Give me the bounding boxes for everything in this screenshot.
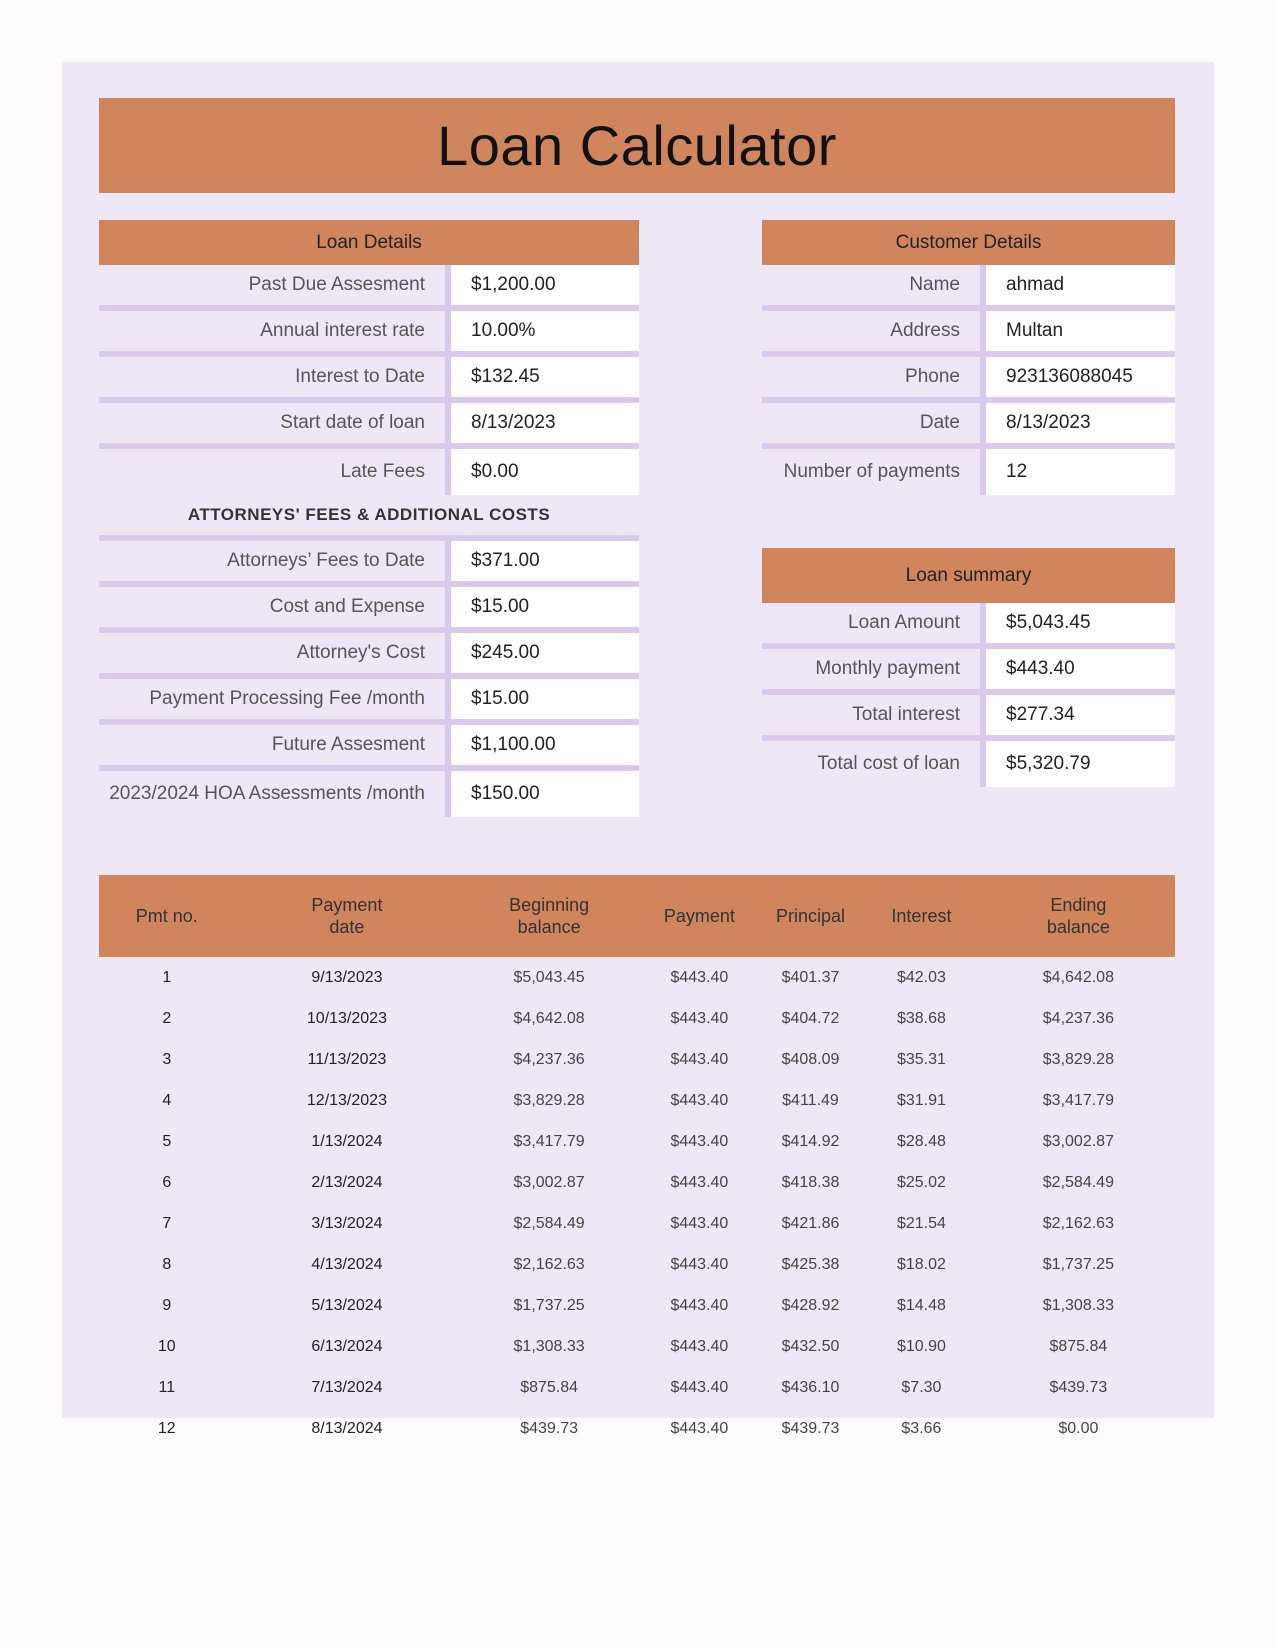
schedule-cell: $414.92 xyxy=(781,1132,840,1150)
schedule-cell: $443.40 xyxy=(670,1419,729,1437)
schedule-cell: 3/13/2024 xyxy=(311,1214,383,1232)
customer-detail-label: Phone xyxy=(762,357,980,403)
schedule-cell: 2 xyxy=(162,1009,172,1027)
loan-summary-value[interactable]: $5,320.79 xyxy=(980,741,1175,787)
schedule-cell: $436.10 xyxy=(781,1378,840,1396)
schedule-row xyxy=(99,1326,1175,1367)
schedule-cell: $3,829.28 xyxy=(513,1091,585,1109)
loan-summary-row xyxy=(762,741,1175,787)
customer-detail-label: Number of payments xyxy=(783,461,960,482)
schedule-cell: 8/13/2024 xyxy=(311,1419,383,1437)
schedule-cell: $25.02 xyxy=(896,1173,946,1191)
customer-detail-value[interactable]: ahmad xyxy=(980,265,1175,311)
schedule-cell: $2,162.63 xyxy=(1042,1214,1114,1232)
schedule-cell: 7 xyxy=(162,1214,172,1232)
schedule-cell: $10.90 xyxy=(896,1337,946,1355)
attorney-cost-value[interactable]: $150.00 xyxy=(445,771,639,817)
loan-summary-header: Loan summary xyxy=(762,548,1175,603)
schedule-cell: $425.38 xyxy=(781,1255,840,1273)
customer-detail-row xyxy=(762,403,1175,449)
attorney-cost-value[interactable]: $371.00 xyxy=(445,541,639,587)
attorney-cost-row xyxy=(99,587,639,633)
schedule-column-header: Ending balance xyxy=(982,875,1175,957)
loan-summary-panel xyxy=(762,548,1175,787)
attorney-cost-label: Cost and Expense xyxy=(99,587,445,633)
loan-detail-label: Past Due Assesment xyxy=(99,265,445,311)
schedule-cell: $443.40 xyxy=(670,1050,729,1068)
schedule-cell: 3 xyxy=(162,1050,172,1068)
schedule-row xyxy=(99,998,1175,1039)
attorney-cost-value[interactable]: $245.00 xyxy=(445,633,639,679)
loan-detail-label: Start date of loan xyxy=(99,403,445,449)
schedule-cell: 7/13/2024 xyxy=(311,1378,383,1396)
schedule-cell: 12 xyxy=(157,1419,176,1437)
schedule-cell: $4,237.36 xyxy=(513,1050,585,1068)
schedule-cell: $443.40 xyxy=(670,1009,729,1027)
loan-summary-row xyxy=(762,603,1175,649)
loan-detail-row xyxy=(99,311,639,357)
schedule-row xyxy=(99,1244,1175,1285)
schedule-cell: $38.68 xyxy=(896,1009,946,1027)
loan-summary-value[interactable]: $277.34 xyxy=(980,695,1175,741)
schedule-cell: 5 xyxy=(162,1132,172,1150)
schedule-cell: $3,002.87 xyxy=(513,1173,585,1191)
schedule-cell: 10/13/2023 xyxy=(306,1009,387,1027)
schedule-cell: $3,002.87 xyxy=(1042,1132,1114,1150)
schedule-cell: $443.40 xyxy=(670,1337,729,1355)
schedule-cell: $31.91 xyxy=(896,1091,946,1109)
loan-summary-label: Total interest xyxy=(762,695,980,741)
schedule-cell: 8 xyxy=(162,1255,172,1273)
attorney-cost-label: Future Assesment xyxy=(99,725,445,771)
loan-detail-value[interactable]: $0.00 xyxy=(445,449,639,495)
attorney-cost-row xyxy=(99,633,639,679)
schedule-cell: $421.86 xyxy=(781,1214,840,1232)
loan-detail-row xyxy=(99,403,639,449)
schedule-cell: $42.03 xyxy=(896,968,946,986)
schedule-cell: 4/13/2024 xyxy=(311,1255,383,1273)
schedule-cell: $3,417.79 xyxy=(513,1132,585,1150)
schedule-column-header: Interest xyxy=(861,875,982,957)
schedule-cell: $35.31 xyxy=(896,1050,946,1068)
attorney-cost-row xyxy=(99,771,639,817)
schedule-cell: 11/13/2023 xyxy=(307,1050,387,1068)
schedule-cell: $2,162.63 xyxy=(513,1255,585,1273)
schedule-cell: $28.48 xyxy=(896,1132,946,1150)
schedule-cell: 10 xyxy=(157,1337,176,1355)
schedule-cell: $411.49 xyxy=(782,1091,839,1109)
schedule-cell: $443.40 xyxy=(670,1173,729,1191)
schedule-cell: 9/13/2023 xyxy=(311,968,383,986)
loan-detail-value[interactable]: 8/13/2023 xyxy=(445,403,639,449)
customer-detail-label: Name xyxy=(762,265,980,311)
attorney-cost-value[interactable]: $15.00 xyxy=(445,587,639,633)
schedule-cell: $1,737.25 xyxy=(513,1296,585,1314)
attorney-cost-value[interactable]: $15.00 xyxy=(445,679,639,725)
customer-detail-row xyxy=(762,311,1175,357)
schedule-cell: $443.40 xyxy=(670,968,729,986)
schedule-cell: $408.09 xyxy=(781,1050,840,1068)
schedule-cell: $0.00 xyxy=(1058,1419,1099,1437)
loan-detail-row xyxy=(99,449,639,495)
attorney-cost-row xyxy=(99,679,639,725)
loan-summary-row xyxy=(762,649,1175,695)
schedule-row xyxy=(99,1367,1175,1408)
schedule-cell: $14.48 xyxy=(896,1296,946,1314)
customer-detail-row xyxy=(762,265,1175,311)
attorney-cost-label: Payment Processing Fee /month xyxy=(99,679,445,725)
loan-summary-label: Total cost of loan xyxy=(817,753,960,774)
schedule-column-header: Payment date xyxy=(235,875,460,957)
attorney-cost-row xyxy=(99,541,639,587)
schedule-cell: $428.92 xyxy=(781,1296,840,1314)
customer-detail-label: Address xyxy=(762,311,980,357)
schedule-row xyxy=(99,1285,1175,1326)
schedule-row xyxy=(99,1080,1175,1121)
customer-detail-value[interactable]: 12 xyxy=(980,449,1175,495)
customer-detail-row xyxy=(762,357,1175,403)
schedule-cell: $418.38 xyxy=(781,1173,840,1191)
schedule-row xyxy=(99,957,1175,998)
schedule-row xyxy=(99,1408,1175,1449)
schedule-cell: $7.30 xyxy=(901,1378,942,1396)
loan-summary-label: Monthly payment xyxy=(762,649,980,695)
schedule-cell: $439.73 xyxy=(1049,1378,1108,1396)
schedule-cell: 6 xyxy=(162,1173,172,1191)
loan-calculator-sheet xyxy=(62,62,1214,1437)
attorney-cost-label: Attorneys’ Fees to Date xyxy=(99,541,445,587)
schedule-cell: $4,642.08 xyxy=(513,1009,585,1027)
schedule-cell: $439.73 xyxy=(520,1419,579,1437)
schedule-row xyxy=(99,1121,1175,1162)
schedule-cell: $3,829.28 xyxy=(1042,1050,1114,1068)
schedule-cell: $875.84 xyxy=(1049,1337,1108,1355)
schedule-cell: $1,308.33 xyxy=(513,1337,585,1355)
schedule-cell: $1,737.25 xyxy=(1042,1255,1114,1273)
schedule-header-row xyxy=(99,875,1175,957)
schedule-cell: 5/13/2024 xyxy=(311,1296,383,1314)
schedule-cell: $3.66 xyxy=(901,1419,942,1437)
customer-detail-value[interactable]: Multan xyxy=(980,311,1175,357)
loan-detail-row xyxy=(99,265,639,311)
customer-details-panel xyxy=(762,220,1175,495)
schedule-cell: $404.72 xyxy=(781,1009,840,1027)
attorney-cost-value[interactable]: $1,100.00 xyxy=(445,725,639,771)
schedule-cell: $21.54 xyxy=(896,1214,946,1232)
customer-detail-row xyxy=(762,449,1175,495)
schedule-cell: $443.40 xyxy=(670,1132,729,1150)
schedule-cell: 2/13/2024 xyxy=(311,1173,383,1191)
schedule-cell: 9 xyxy=(162,1296,172,1314)
schedule-cell: $443.40 xyxy=(670,1214,729,1232)
customer-detail-value[interactable]: 8/13/2023 xyxy=(980,403,1175,449)
amortization-schedule-table xyxy=(99,875,1175,1449)
loan-details-panel xyxy=(99,220,639,817)
schedule-cell: $1,308.33 xyxy=(1042,1296,1114,1314)
schedule-row xyxy=(99,1203,1175,1244)
schedule-cell: $18.02 xyxy=(896,1255,946,1273)
loan-summary-value[interactable]: $443.40 xyxy=(980,649,1175,695)
schedule-cell: $443.40 xyxy=(670,1296,729,1314)
schedule-cell: $5,043.45 xyxy=(513,968,585,986)
schedule-cell: $2,584.49 xyxy=(1042,1173,1114,1191)
loan-detail-label: Annual interest rate xyxy=(99,311,445,357)
loan-detail-value[interactable]: 10.00% xyxy=(445,311,639,357)
schedule-cell: $443.40 xyxy=(670,1255,729,1273)
schedule-cell: 11 xyxy=(158,1378,176,1396)
attorney-cost-label: Attorney's Cost xyxy=(99,633,445,679)
schedule-cell: 6/13/2024 xyxy=(311,1337,383,1355)
loan-detail-label: Late Fees xyxy=(340,461,425,482)
loan-details-header: Loan Details xyxy=(99,220,639,265)
customer-detail-label: Date xyxy=(762,403,980,449)
schedule-cell: $443.40 xyxy=(670,1091,729,1109)
loan-summary-value[interactable]: $5,043.45 xyxy=(980,603,1175,649)
schedule-column-header: Principal xyxy=(760,875,861,957)
schedule-cell: $439.73 xyxy=(781,1419,840,1437)
schedule-cell: $401.37 xyxy=(781,968,840,986)
schedule-cell: $4,642.08 xyxy=(1042,968,1114,986)
schedule-column-header: Payment xyxy=(639,875,760,957)
schedule-cell: $3,417.79 xyxy=(1042,1091,1114,1109)
schedule-row xyxy=(99,1039,1175,1080)
loan-detail-row xyxy=(99,357,639,403)
customer-detail-value[interactable]: 923136088045 xyxy=(980,357,1175,403)
schedule-row xyxy=(99,1162,1175,1203)
customer-details-header: Customer Details xyxy=(762,220,1175,265)
schedule-column-header: Beginning balance xyxy=(459,875,639,957)
attorney-cost-label: 2023/2024 HOA Assessments /month xyxy=(109,783,425,804)
schedule-column-header: Pmt no. xyxy=(99,875,235,957)
attorney-cost-row xyxy=(99,725,639,771)
loan-detail-value[interactable]: $132.45 xyxy=(445,357,639,403)
schedule-cell: 4 xyxy=(162,1091,172,1109)
schedule-cell: 1/13/2024 xyxy=(311,1132,383,1150)
schedule-cell: $4,237.36 xyxy=(1042,1009,1114,1027)
schedule-cell: $875.84 xyxy=(520,1378,579,1396)
loan-summary-row xyxy=(762,695,1175,741)
loan-detail-label: Interest to Date xyxy=(99,357,445,403)
attorneys-fees-subheader: ATTORNEYS' FEES & ADDITIONAL COSTS xyxy=(99,495,639,541)
schedule-cell: 12/13/2023 xyxy=(306,1091,387,1109)
schedule-cell: $2,584.49 xyxy=(513,1214,585,1232)
schedule-cell: $432.50 xyxy=(781,1337,840,1355)
loan-summary-label: Loan Amount xyxy=(762,603,980,649)
loan-detail-value[interactable]: $1,200.00 xyxy=(445,265,639,311)
schedule-cell: 1 xyxy=(162,968,172,986)
schedule-cell: $443.40 xyxy=(670,1378,729,1396)
page-title: Loan Calculator xyxy=(99,98,1175,193)
